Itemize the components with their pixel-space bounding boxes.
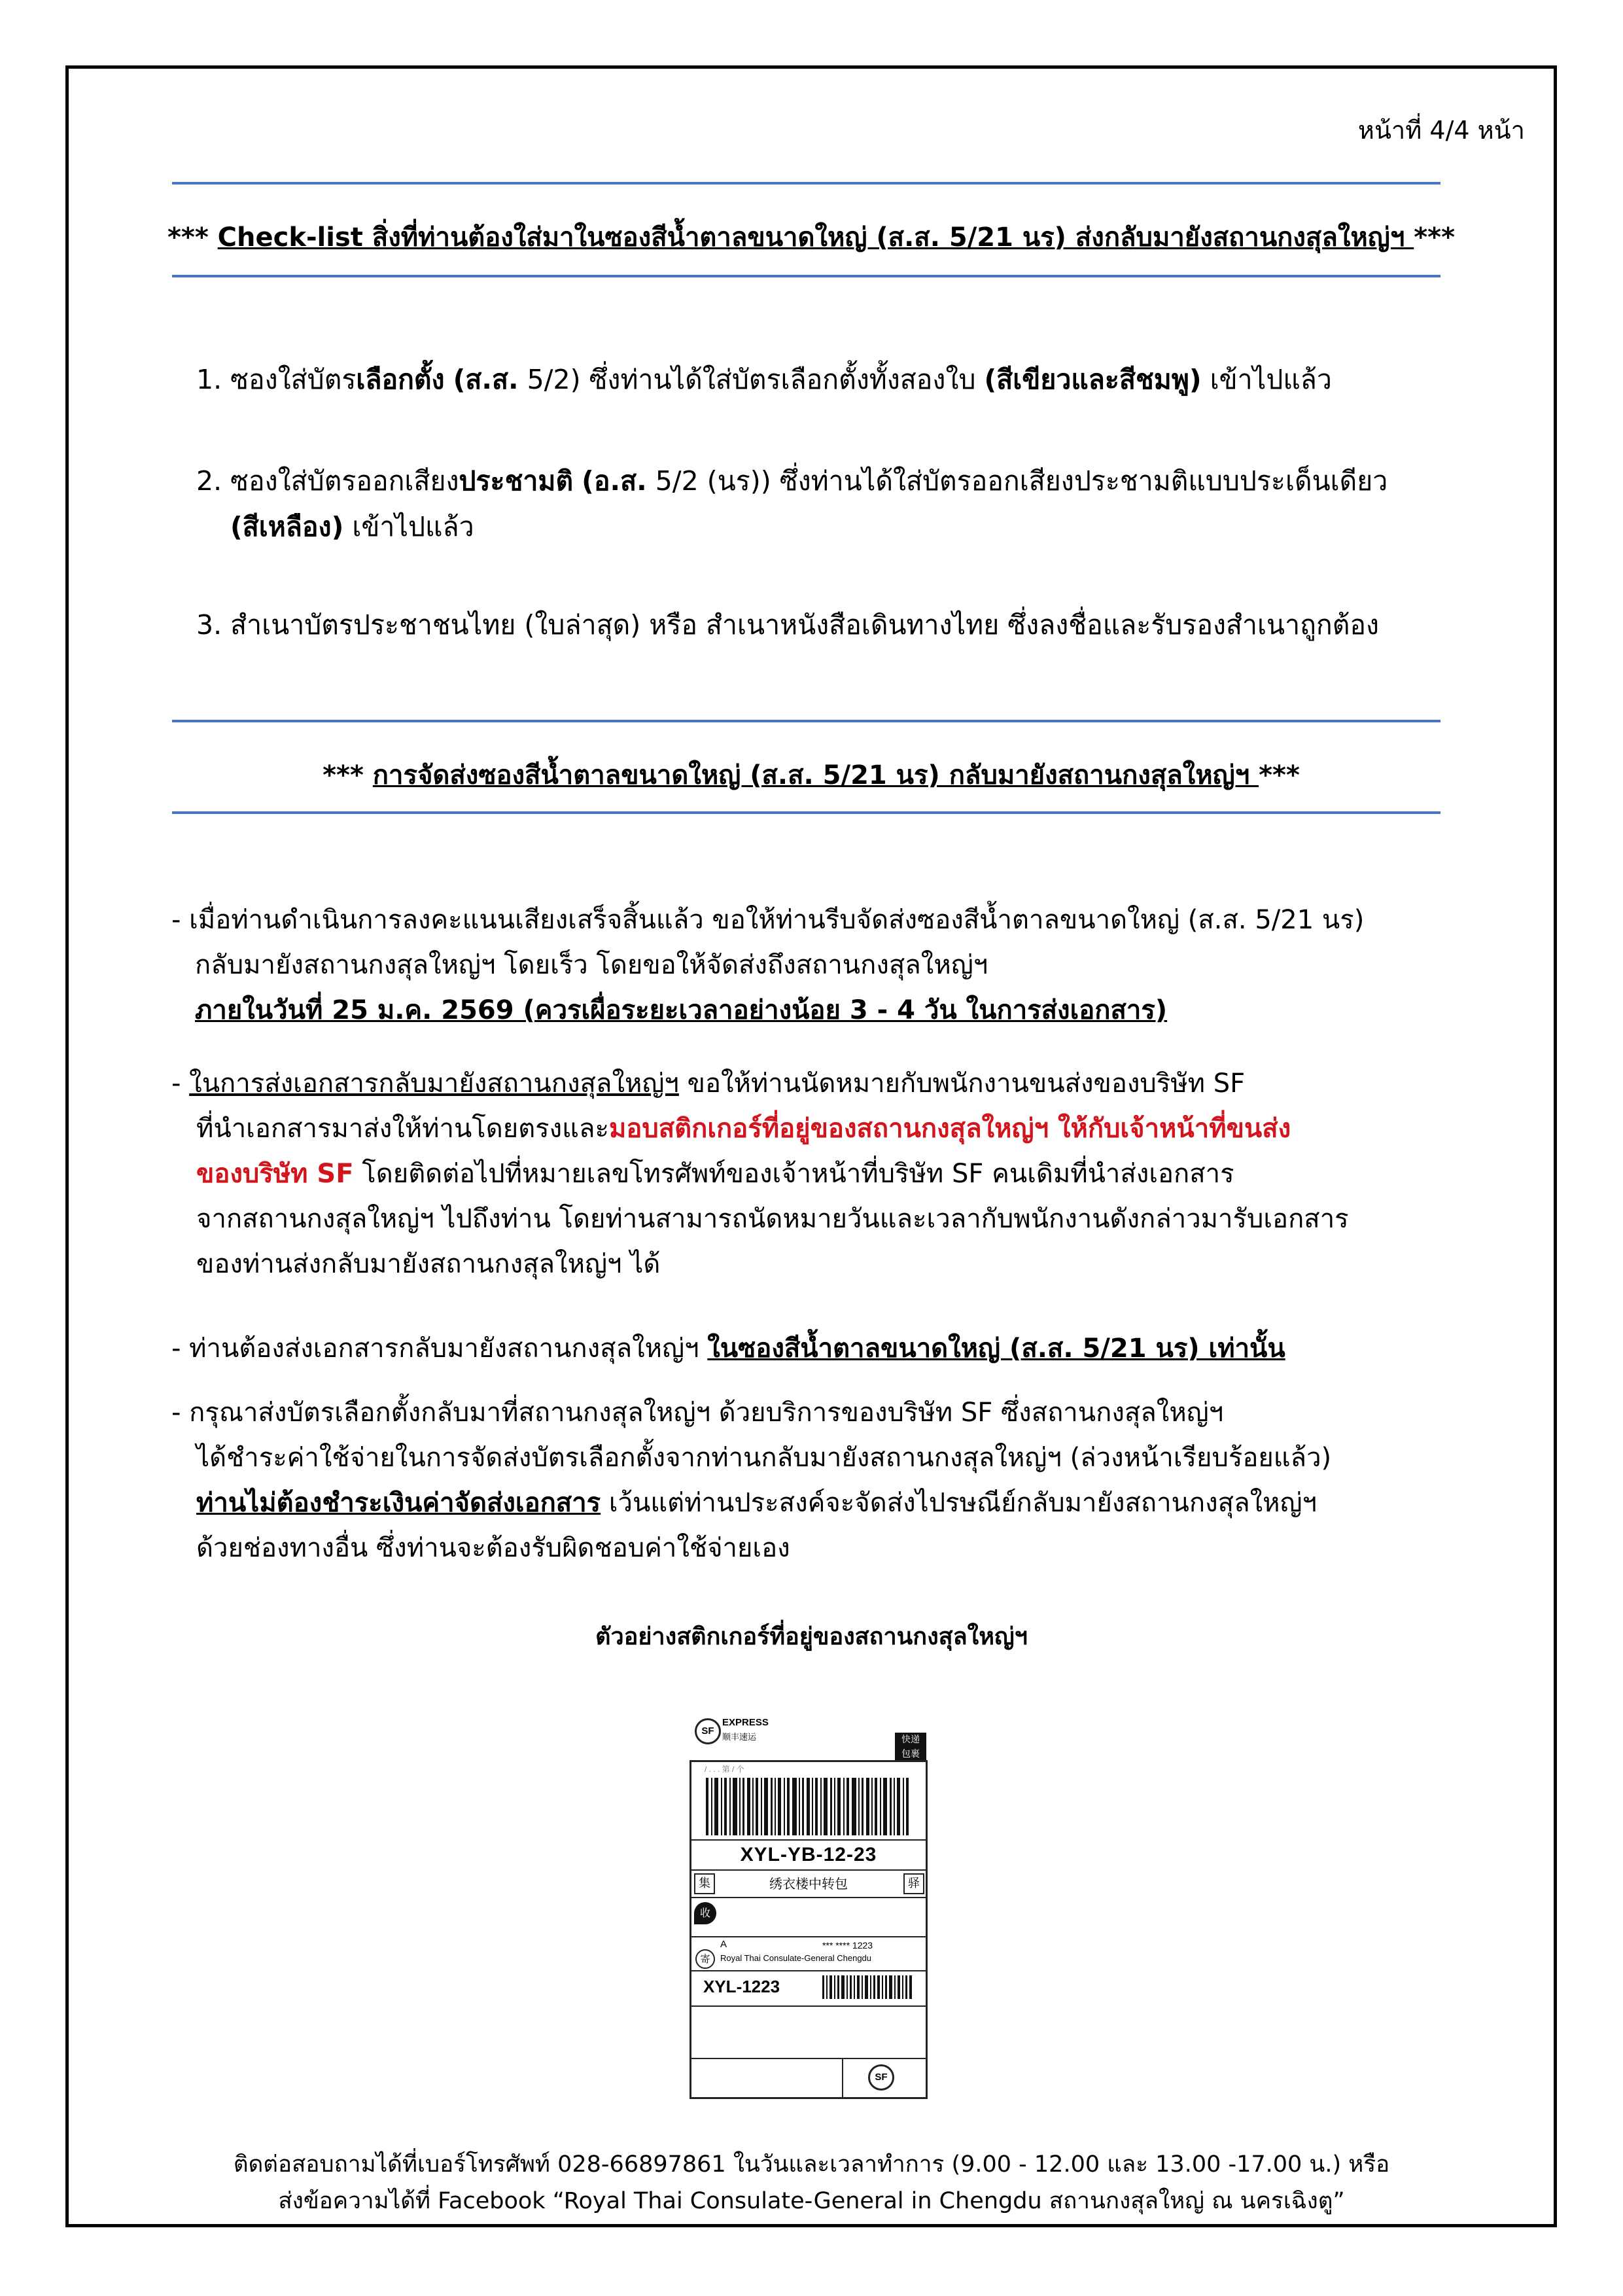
checklist-item-2: 2. ซองใส่บัตรออกเสียงประชามติ (อ.ส. 5/2 (นร)) ซึ่งท่านได้ใส่บัตรออกเสียงประชามติแบบประเด็นเดียว (สีเหลือง) เข้าไปแล้ว <box>196 465 1388 542</box>
shipping-paragraph-1: - เมื่อท่านดำเนินการลงคะแนนเสียงเสร็จสิ้นแล้ว ขอให้ท่านรีบจัดส่งซองสีน้ำตาลขนาดใหญ่ (ส.ส. 5/21 นร) กลับมายังสถานกงสุลใหญ่ฯ โดยเร็ว โดยขอให้จัดส่งถึงสถานกงสุลใหญ่ฯ ภายในวันที่ 25 ม.ค. 2569 (ควรเผื่อระยะเวลาอย่างน้อย 3 - 4 วัน ในการส่งเอกสาร) <box>171 905 1365 1025</box>
checklist-heading <box>72 216 1550 258</box>
sample-sticker-image <box>688 1709 929 2100</box>
checklist-heading-title: Check-list สิ่งที่ท่านต้องใส่มาในซองสีน้ำตาลขนาดใหญ่ (ส.ส. 5/21 นร) ส่งกลับมายังสถานกงสุลใหญ่ฯ <box>217 222 1414 253</box>
heading-suffix: *** <box>1414 222 1455 253</box>
page-number: หน้าที่ 4/4 หน้า <box>1357 116 1525 145</box>
stamp-ji: 集 <box>694 1873 715 1894</box>
divider-rule <box>172 275 1440 277</box>
sticker-caption: ตัวอย่างสติกเกอร์ที่อยู่ของสถานกงสุลใหญ่ฯ <box>595 1623 1028 1650</box>
sender-letter: A <box>720 1939 727 1950</box>
checklist-item-3: 3. สำเนาบัตรประชาชนไทย (ใบล่าสุด) หรือ สำเนาหนังสือเดินทางไทย ซึ่งลงชื่อและรับรองสำเนาถูกต้อง <box>196 609 1380 641</box>
small-barcode-icon <box>822 1975 914 1999</box>
shipping-heading-title: การจัดส่งซองสีน้ำตาลขนาดใหญ่ (ส.ส. 5/21 นร) กลับมายังสถานกงสุลใหญ่ฯ <box>372 760 1259 790</box>
express-badge: 快递 包裹 <box>895 1733 926 1763</box>
recipient-pin-icon: 收 <box>694 1902 716 1924</box>
sticker-top-text: / . . . 第 / 个 <box>705 1765 744 1774</box>
shipping-paragraph-4: - กรุณาส่งบัตรเลือกตั้งกลับมาที่สถานกงสุลใหญ่ฯ ด้วยบริการของบริษัท SF ซึ่งสถานกงสุลใหญ่ฯ ได้ชำระค่าใช้จ่ายในการจัดส่งบัตรเลือกตั้งจากท่านกลับมายังสถานกงสุลใหญ่ฯ (ล่วงหน้าเรียบร้อยแล้ว) ท่านไม่ต้องชำระเงินค่าจัดส่งเอกสาร เว้นแต่ท่านประสงค์จะจัดส่งไปรษณีย์กลับมายังสถานกงสุลใหญ่ฯ ด้วยช่องทางอื่น ซึ่งท่านจะต้องรับผิดชอบค่าใช้จ่ายเอง <box>171 1398 1332 1563</box>
divider <box>842 2058 843 2097</box>
barcode-icon <box>706 1778 913 1835</box>
sf-logo-icon: SF <box>695 1718 721 1744</box>
divider <box>691 2058 926 2059</box>
hub-label: 绣衣楼中转包 <box>769 1876 848 1892</box>
express-cn-label: 顺丰速运 <box>722 1733 757 1742</box>
route-code: XYL-YB-12-23 <box>691 1839 926 1871</box>
heading-prefix: *** <box>167 222 218 253</box>
sticker-code: XYL-1223 <box>703 1977 780 1996</box>
divider <box>691 1936 926 1937</box>
shipping-paragraph-2: - ในการส่งเอกสารกลับมายังสถานกงสุลใหญ่ฯ ขอให้ท่านนัดหมายกับพนักงานขนส่งของบริษัท SF ที่นำเอกสารมาส่งให้ท่านโดยตรงและมอบสติกเกอร์ที่อยู่ของสถานกงสุลใหญ่ฯ ให้กับเจ้าหน้าที่ขนส่ง ของบริษัท SF โดยติดต่อไปที่หมายเลขโทรศัพท์ของเจ้าหน้าที่บริษัท SF คนเดิมที่นำส่งเอกสาร จากสถานกงสุลใหญ่ฯ ไปถึงท่าน โดยท่านสามารถนัดหมายวันและเวลากับพนักงานดังกล่าวมารับเอกสาร ของท่านส่งกลับมายังสถานกงสุลใหญ่ฯ ได้ <box>171 1069 1349 1279</box>
checklist-item-1: 1. ซองใส่บัตรเลือกตั้ง (ส.ส. 5/2) ซึ่งท่านได้ใส่บัตรเลือกตั้งทั้งสองใบ (สีเขียวและสีชมพู) เข้าไปแล้ว <box>196 364 1332 395</box>
footer-contact-line-2: ส่งข้อความได้ที่ Facebook “Royal Thai Consulate-General in Chengdu สถานกงสุลใหญ่ ณ นครเฉิงตู” <box>278 2188 1345 2214</box>
divider <box>691 2005 926 2007</box>
shipping-heading: *** การจัดส่งซองสีน้ำตาลขนาดใหญ่ (ส.ส. 5/21 นร) กลับมายังสถานกงสุลใหญ่ฯ *** <box>323 760 1300 790</box>
sender-name: Royal Thai Consulate-General Chengdu <box>720 1953 872 1963</box>
stamp-yi: 驿 <box>903 1873 924 1894</box>
divider-rule <box>172 720 1440 722</box>
divider-rule <box>172 811 1440 814</box>
footer-contact-line-1: ติดต่อสอบถามได้ที่เบอร์โทรศัพท์ 028-66897861 ในวันและเวลาทำการ (9.00 - 12.00 และ 13.00 -17.00 น.) หรือ <box>233 2151 1390 2178</box>
sticker-body <box>689 1760 928 2099</box>
sf-bottom-logo-icon: SF <box>868 2064 894 2091</box>
divider <box>691 1970 926 1971</box>
divider <box>691 1897 926 1898</box>
sender-stamp-icon: 寄 <box>695 1949 715 1969</box>
express-label: EXPRESS <box>722 1717 769 1728</box>
sender-phone: *** **** 1223 <box>822 1940 873 1951</box>
divider-rule <box>172 182 1440 185</box>
shipping-paragraph-3: - ท่านต้องส่งเอกสารกลับมายังสถานกงสุลใหญ่ฯ ในซองสีน้ำตาลขนาดใหญ่ (ส.ส. 5/21 นร) เท่านั้น <box>171 1333 1285 1364</box>
